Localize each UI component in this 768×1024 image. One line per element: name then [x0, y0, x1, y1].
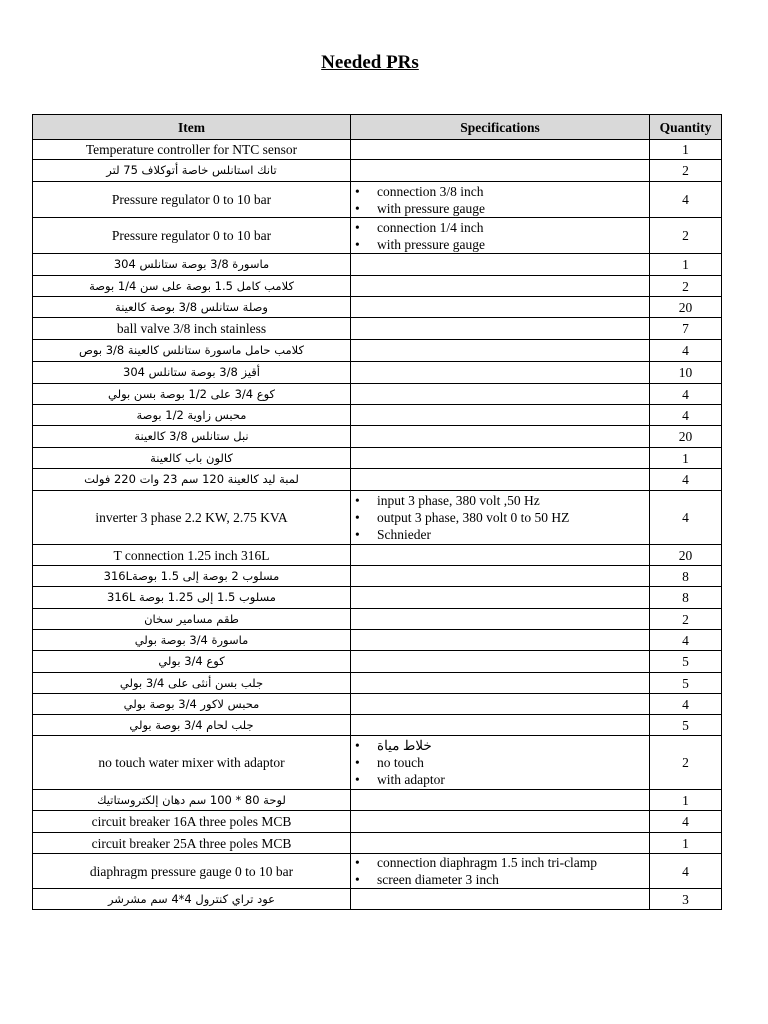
quantity-cell: 20 [650, 297, 722, 318]
table-row [33, 140, 722, 160]
specifications-cell [351, 694, 650, 715]
item-cell: محبس زاوية 1/2 بوصة [33, 405, 351, 426]
table-row [33, 182, 722, 218]
specifications-cell [351, 736, 650, 790]
quantity-cell: 4 [650, 182, 722, 218]
specifications-cell [351, 469, 650, 491]
specifications-cell [351, 715, 650, 736]
quantity-cell: 4 [650, 469, 722, 491]
quantity-cell: 1 [650, 448, 722, 469]
table-row [33, 297, 722, 318]
quantity-cell: 20 [650, 426, 722, 448]
spec-list [355, 219, 645, 253]
item-cell: ball valve 3/8 inch stainless [33, 318, 351, 340]
table-row [33, 426, 722, 448]
quantity-cell: 4 [650, 630, 722, 651]
item-cell: ماسورة 3/8 بوصة ستانلس 304 [33, 254, 351, 276]
table-row [33, 790, 722, 811]
quantity-cell: 4 [650, 384, 722, 405]
spec-item: • connection 1/4 inch [355, 219, 645, 236]
item-cell: Pressure regulator 0 to 10 bar [33, 182, 351, 218]
item-cell: لوحة 80 * 100 سم دهان إلكتروستاتيك [33, 790, 351, 811]
item-cell: كوع 3/4 بولي [33, 651, 351, 673]
item-cell: نبل ستانلس 3/8 كالعينة [33, 426, 351, 448]
spec-list [355, 492, 645, 543]
spec-item: • with pressure gauge [355, 236, 645, 253]
specifications-cell [351, 833, 650, 854]
item-cell: وصلة ستانلس 3/8 بوصة كالعينة [33, 297, 351, 318]
specifications-cell [351, 297, 650, 318]
item-cell: circuit breaker 25A three poles MCB [33, 833, 351, 854]
table-row [33, 694, 722, 715]
quantity-cell: 5 [650, 651, 722, 673]
table-row [33, 811, 722, 833]
quantity-cell: 20 [650, 545, 722, 566]
quantity-cell: 4 [650, 491, 722, 545]
quantity-cell: 1 [650, 140, 722, 160]
item-cell: أقيز 3/8 بوصة ستانلس 304 [33, 362, 351, 384]
spec-item: • screen diameter 3 inch [355, 871, 645, 888]
specifications-cell [351, 630, 650, 651]
quantity-cell: 4 [650, 340, 722, 362]
specifications-cell [351, 673, 650, 694]
specifications-cell [351, 426, 650, 448]
item-cell: T connection 1.25 inch 316L [33, 545, 351, 566]
table-body [33, 140, 722, 910]
specifications-cell [351, 254, 650, 276]
specifications-cell [351, 811, 650, 833]
item-cell: محبس لاكور 3/4 بوصة بولي [33, 694, 351, 715]
item-cell: مسلوب 2 بوصة إلى 1.5 بوصة316L [33, 566, 351, 587]
item-cell: ماسورة 3/4 بوصة بولي [33, 630, 351, 651]
item-cell: diaphragm pressure gauge 0 to 10 bar [33, 854, 351, 889]
spec-list [355, 737, 645, 788]
specifications-cell [351, 405, 650, 426]
table-row [33, 545, 722, 566]
specifications-cell [351, 889, 650, 910]
specifications-cell [351, 545, 650, 566]
specifications-cell [351, 160, 650, 182]
item-cell: كوع 3/4 على 1/2 بوصة بسن بولي [33, 384, 351, 405]
specifications-cell [351, 854, 650, 889]
quantity-cell: 3 [650, 889, 722, 910]
specifications-cell [351, 140, 650, 160]
table-row [33, 889, 722, 910]
quantity-cell: 8 [650, 587, 722, 609]
specifications-cell [351, 491, 650, 545]
item-cell: عود تراي كنترول 4*4 سم مشرشر [33, 889, 351, 910]
table-row [33, 651, 722, 673]
spec-item: • خلاط مياة [355, 737, 645, 754]
table-row [33, 715, 722, 736]
table-row [33, 736, 722, 790]
quantity-cell: 4 [650, 694, 722, 715]
quantity-cell: 5 [650, 673, 722, 694]
specifications-cell [351, 384, 650, 405]
item-cell: لمبة ليد كالعينة 120 سم 23 وات 220 فولت [33, 469, 351, 491]
quantity-cell: 7 [650, 318, 722, 340]
table-row [33, 340, 722, 362]
specifications-cell [351, 276, 650, 297]
spec-item: • with pressure gauge [355, 200, 645, 217]
specifications-cell [351, 340, 650, 362]
header-specifications: Specifications [351, 115, 650, 140]
page-title: Needed PRs [321, 52, 419, 73]
table-row [33, 448, 722, 469]
table-row [33, 318, 722, 340]
table-row [33, 854, 722, 889]
quantity-cell: 2 [650, 736, 722, 790]
specifications-cell [351, 218, 650, 254]
quantity-cell: 4 [650, 854, 722, 889]
spec-list [355, 183, 645, 217]
table-row [33, 587, 722, 609]
header-item: Item [33, 115, 351, 140]
quantity-cell: 4 [650, 811, 722, 833]
spec-list [355, 854, 645, 888]
spec-item: • connection 3/8 inch [355, 183, 645, 200]
item-cell: كالون باب كالعينة [33, 448, 351, 469]
spec-item: • no touch [355, 754, 645, 771]
quantity-cell: 2 [650, 609, 722, 630]
needed-prs-table [32, 114, 722, 910]
table-row [33, 218, 722, 254]
item-cell: تانك استانلس خاصة أتوكلاف 75 لتر [33, 160, 351, 182]
header-quantity: Quantity [650, 115, 722, 140]
table-row [33, 405, 722, 426]
table-row [33, 609, 722, 630]
specifications-cell [351, 587, 650, 609]
quantity-cell: 1 [650, 790, 722, 811]
item-cell: مسلوب 1.5 إلى 1.25 بوصة 316L [33, 587, 351, 609]
item-cell: جلب لحام 3/4 بوصة بولي [33, 715, 351, 736]
specifications-cell [351, 609, 650, 630]
quantity-cell: 2 [650, 160, 722, 182]
item-cell: كلامب كامل 1.5 بوصة على سن 1/4 بوصة [33, 276, 351, 297]
specifications-cell [351, 448, 650, 469]
table-row [33, 491, 722, 545]
item-cell: circuit breaker 16A three poles MCB [33, 811, 351, 833]
item-cell: جلب بسن أنثى على 3/4 بولي [33, 673, 351, 694]
item-cell: طقم مسامير سخان [33, 609, 351, 630]
item-cell: no touch water mixer with adaptor [33, 736, 351, 790]
quantity-cell: 1 [650, 833, 722, 854]
specifications-cell [351, 651, 650, 673]
specifications-cell [351, 790, 650, 811]
item-cell: Pressure regulator 0 to 10 bar [33, 218, 351, 254]
specifications-cell [351, 566, 650, 587]
quantity-cell: 5 [650, 715, 722, 736]
table-header-row [33, 115, 722, 140]
quantity-cell: 8 [650, 566, 722, 587]
table-row [33, 384, 722, 405]
specifications-cell [351, 182, 650, 218]
table-row [33, 673, 722, 694]
table-row [33, 566, 722, 587]
spec-item: • with adaptor [355, 771, 645, 788]
spec-item: • Schnieder [355, 526, 645, 543]
spec-item: • connection diaphragm 1.5 inch tri-clamp [355, 854, 645, 871]
item-cell: كلامب حامل ماسورة ستانلس كالعينة 3/8 بوص [33, 340, 351, 362]
table-row [33, 254, 722, 276]
specifications-cell [351, 318, 650, 340]
item-cell: Temperature controller for NTC sensor [33, 140, 351, 160]
item-cell: inverter 3 phase 2.2 KW, 2.75 KVA [33, 491, 351, 545]
table-row [33, 160, 722, 182]
table-row [33, 630, 722, 651]
table-row [33, 469, 722, 491]
quantity-cell: 2 [650, 276, 722, 297]
spec-item: • input 3 phase, 380 volt ,50 Hz [355, 492, 645, 509]
quantity-cell: 2 [650, 218, 722, 254]
quantity-cell: 4 [650, 405, 722, 426]
quantity-cell: 10 [650, 362, 722, 384]
table-row [33, 833, 722, 854]
table-row [33, 362, 722, 384]
quantity-cell: 1 [650, 254, 722, 276]
spec-item: • output 3 phase, 380 volt 0 to 50 HZ [355, 509, 645, 526]
table-row [33, 276, 722, 297]
specifications-cell [351, 362, 650, 384]
